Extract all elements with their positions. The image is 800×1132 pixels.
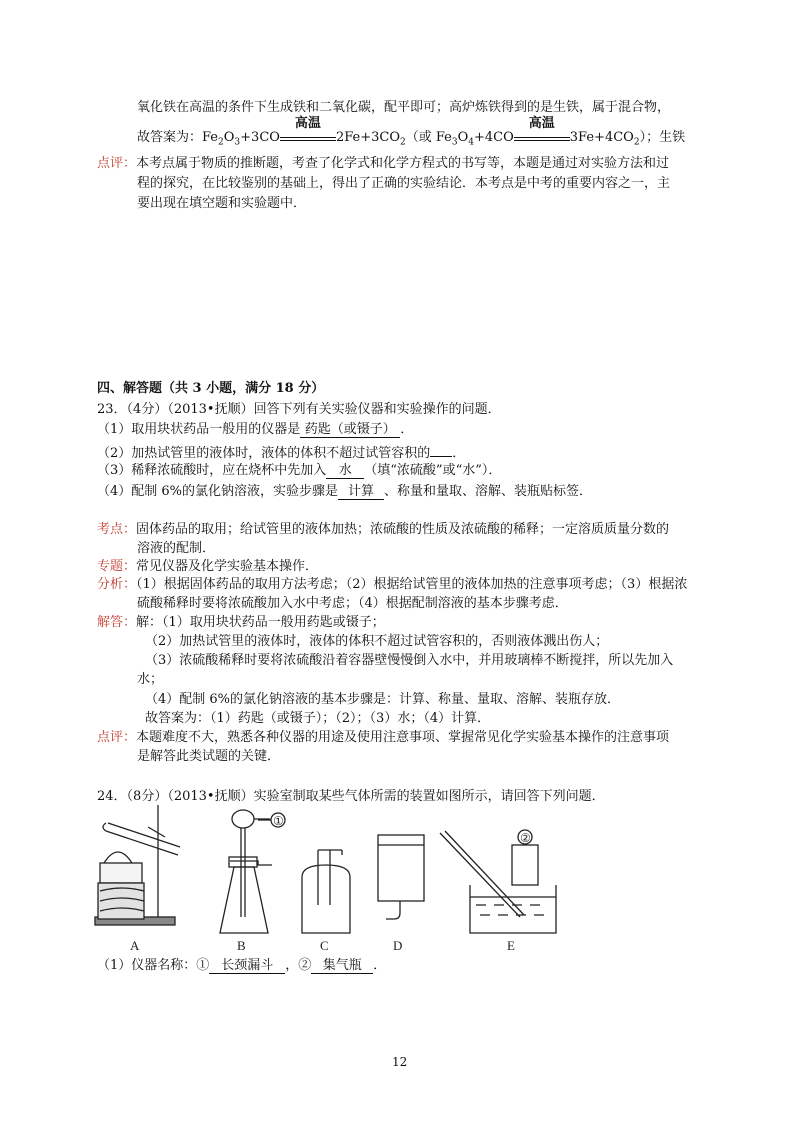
part-text: ．: [400, 422, 414, 437]
question-part: [97, 483, 592, 501]
part-text: 、称量和量取、溶解、装瓶贴标签．: [384, 484, 593, 499]
page-number: 12: [392, 1055, 408, 1069]
figure-label-c: C: [320, 938, 329, 953]
eq2-right: 3Fe+4CO: [569, 130, 634, 145]
question-stem: 23．（4分）（2013•抚顺）回答下列有关实验仪器和实验操作的问题．: [97, 402, 501, 417]
dianping-block: [97, 729, 669, 747]
part-text: ，②: [285, 958, 312, 973]
jieda-block: [97, 614, 385, 632]
comment-block: [97, 155, 669, 173]
dianping-text: 本题难度不大，熟悉各种仪器的用途及使用注意事项、掌握常见化学实验基本操作的注意事项: [136, 730, 670, 745]
fenxi-text: （1）根据固体药品的取用方法考虑；（2）根据给试管里的液体加热的注意事项考虑；（3）根据浓: [136, 577, 688, 592]
eq1-left-tail: +3CO: [240, 130, 280, 145]
fenxi-text: 硫酸稀释时要将浓硫酸加入水中考虑；（4）根据配制溶液的基本步骤考虑．: [137, 596, 568, 611]
comment-line: 本考点属于物质的推断题，考查了化学式和化学方程式的书写等，本题是通过对实验方法和过: [136, 156, 670, 171]
comment-line: 要出现在填空题和实验题中．: [137, 196, 307, 211]
subscript: 2: [633, 137, 640, 148]
jieda-text: （2）加热试管里的液体时，液体的体积不超过试管容积的，否则液体溅出伤人；: [145, 634, 609, 649]
jieda-text: 水；: [137, 672, 164, 687]
comment-label: 点评：: [97, 156, 137, 171]
part-text: ．: [452, 446, 466, 461]
section-title: 四、解答题（共 3 小题，满分 18 分）: [97, 381, 325, 396]
answer-blank: 药匙（或镊子）: [300, 422, 400, 438]
answer-blank: [430, 442, 452, 457]
reaction-condition-arrow: [280, 116, 336, 141]
apparatus-d: [378, 835, 424, 919]
part-text: （3）稀释浓硫酸时，应在烧杯中先加入: [97, 463, 327, 478]
marker-2: ②: [520, 831, 531, 845]
condition-text: 高温: [528, 116, 555, 131]
part-text: （1）仪器名称：①: [97, 958, 210, 973]
fenxi-block: [97, 576, 687, 594]
answer-blank: 水: [326, 463, 364, 479]
question-part: [97, 421, 413, 439]
figure-label-b: B: [237, 938, 246, 953]
eq2-close: ）；生铁: [639, 130, 686, 145]
figure-label-e: E: [507, 938, 515, 953]
eq2-left-tail: +4CO: [474, 130, 514, 145]
jieda-text: 解：（1）取用块状药品一般用药匙或镊子；: [136, 615, 385, 630]
apparatus-e: [440, 831, 556, 933]
lab-apparatus-figure: [0, 805, 800, 955]
reaction-condition-arrow: [514, 116, 570, 141]
answer-blank: 长颈漏斗: [209, 958, 285, 974]
apparatus-a: [95, 805, 180, 925]
subscript: 4: [468, 137, 474, 148]
figure-label-d: D: [393, 938, 403, 953]
eq1-right: 2Fe+3CO: [335, 130, 400, 145]
subscript: 2: [218, 137, 224, 148]
comment-line: 程的探究，在比较鉴别的基础上，得出了正确的实验结论．本考点是中考的重要内容之一，主: [137, 176, 671, 191]
oxygen-letter: O: [457, 130, 469, 145]
subscript: 3: [451, 137, 458, 148]
question-part: [97, 442, 465, 463]
part-text: （2）加热试管里的液体时，液体的体积不超过试管容积的: [97, 446, 431, 461]
answer-blank: 计算: [338, 484, 384, 500]
condition-text: 高温: [294, 116, 321, 131]
jieda-label: 解答：: [97, 615, 137, 630]
kaodian-text: 固体药品的取用；给试管里的液体加热；浓硫酸的性质及浓硫酸的稀释；一定溶质质量分数的: [136, 522, 670, 537]
kaodian-text: 溶液的配制．: [137, 541, 216, 556]
subscript: 3: [234, 137, 241, 148]
dianping-label: 点评：: [97, 730, 137, 745]
part-text: （1）取用块状药品一般用的仪器是: [97, 422, 301, 437]
part-text: （填“浓硫酸”或“水”）．: [364, 463, 502, 478]
zhuanti-text: 常见仪器及化学实验基本操作．: [136, 559, 319, 574]
kaodian-label: 考点：: [97, 522, 137, 537]
eq2-left: （或 Fe: [405, 130, 452, 145]
dianping-text: 是解答此类试题的关键．: [137, 749, 281, 764]
kaodian-block: [97, 521, 669, 539]
question-stem: 24．（8分）（2013•抚顺）实验室制取某些气体所需的装置如图所示，请回答下列问题．: [97, 789, 605, 804]
answer-prefix: 故答案为：Fe: [137, 130, 219, 145]
fenxi-label: 分析：: [97, 577, 137, 592]
marker-1: ①: [273, 814, 284, 828]
text-line: 氧化铁在高温的条件下生成铁和二氧化碳，配平即可；高炉炼铁得到的是生铁，属于混合物，: [137, 100, 671, 115]
zhuanti-label: 专题：: [97, 559, 137, 574]
question-part: [97, 957, 386, 975]
oxygen-letter: O: [223, 130, 235, 145]
jieda-text: 故答案为：（1）药匙（或镊子）；（2）；（3）水；（4）计算．: [145, 711, 491, 726]
zhuanti-block: [97, 558, 318, 576]
subscript: 2: [399, 137, 406, 148]
figure-label-a: A: [130, 938, 140, 953]
jieda-text: （3）浓硫酸稀释时要将浓硫酸沿着容器壁慢慢倒入水中，并用玻璃棒不断搅拌，所以先加入: [145, 653, 674, 668]
apparatus-b: [220, 810, 272, 933]
answer-blank: 集气瓶: [311, 958, 373, 974]
part-text: ．: [373, 958, 387, 973]
part-text: （4）配制 6%的氯化钠溶液，实验步骤是: [97, 484, 339, 499]
answer-equation-line: [137, 116, 686, 152]
question-part: [97, 462, 501, 480]
apparatus-c: [302, 850, 350, 933]
jieda-text: （4）配制 6%的氯化钠溶液的基本步骤是：计算、称量、量取、溶解、装瓶存放．: [145, 692, 621, 707]
